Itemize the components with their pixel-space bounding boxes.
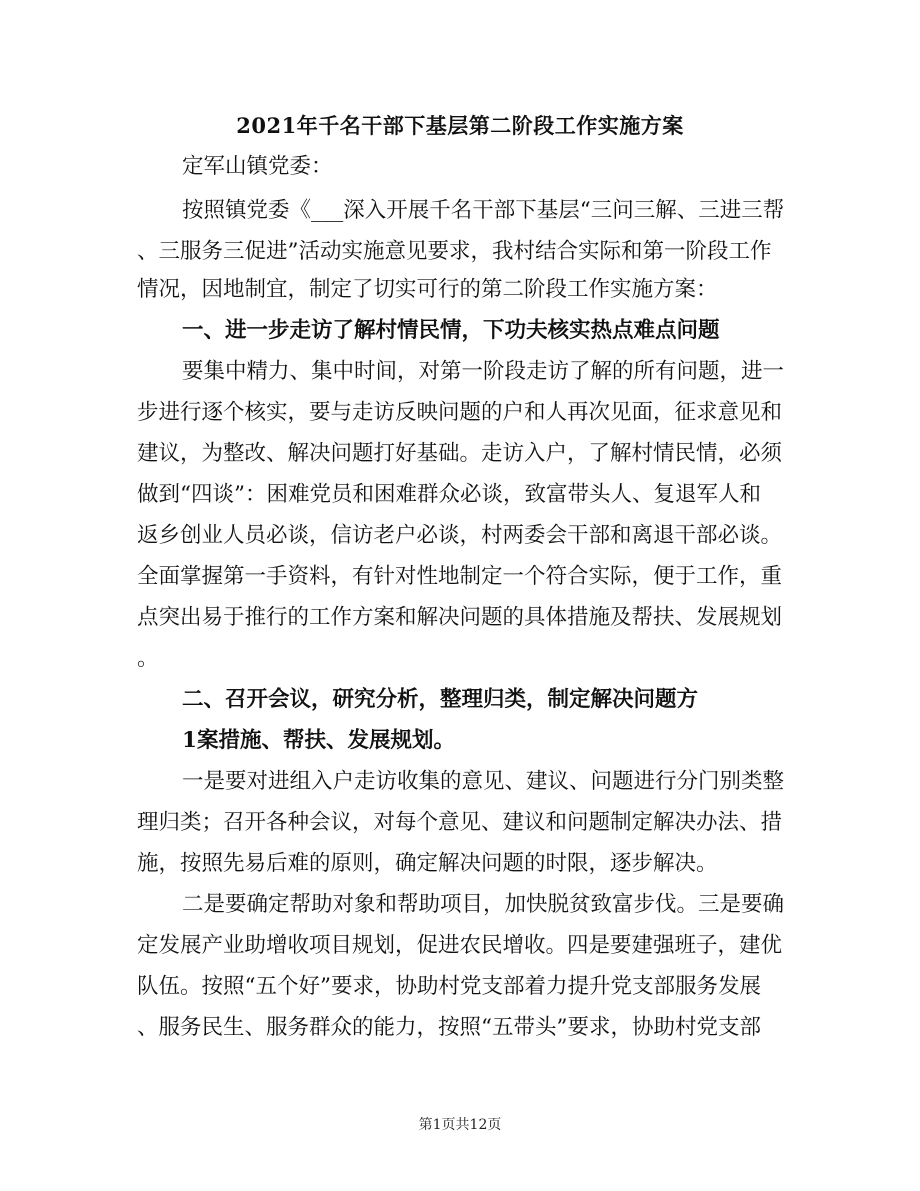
paragraph-line: 、三服务三促进”活动实施意见要求，我村结合实际和第一阶段工作 bbox=[137, 239, 772, 264]
paragraph-line: 全面掌握第一手资料，有针对性地制定一个符合实际，便于工作，重 bbox=[137, 564, 783, 589]
section-heading-2: 二、召开会议，研究分析，整理归类，制定解决问题方 bbox=[182, 687, 699, 712]
paragraph-line: 二是要确定帮助对象和帮助项目，加快脱贫致富步伐。三是要确 bbox=[182, 892, 785, 917]
paragraph-line: 做到“四谈”：困难党员和困难群众必谈，致富带头人、复退军人和 bbox=[137, 482, 761, 507]
paragraph-line: 定发展产业助增收项目规划，促进农民增收。四是要建强班子，建优 bbox=[137, 933, 783, 958]
paragraph-line: 建议，为整改、解决问题打好基础。走访入户，了解村情民情，必须 bbox=[137, 441, 783, 466]
salutation-line: 定军山镇党委： bbox=[182, 154, 333, 179]
paragraph-line: 施，按照先易后难的原则，确定解决问题的时限，逐步解决。 bbox=[137, 851, 718, 876]
paragraph-line: 。 bbox=[137, 646, 159, 671]
paragraph-line: 要集中精力、集中时间，对第一阶段走访了解的所有问题，进一 bbox=[182, 359, 785, 384]
paragraph-line: 情况，因地制宜，制定了切实可行的第二阶段工作实施方案： bbox=[137, 277, 718, 302]
page-number: 第1页共12页 bbox=[418, 1117, 502, 1133]
document-title: 2021年千名干部下基层第二阶段工作实施方案 bbox=[236, 113, 684, 138]
paragraph-line: 队伍。按照“五个好”要求，协助村党支部着力提升党支部服务发展 bbox=[137, 974, 761, 999]
paragraph-line: 点突出易于推行的工作方案和解决问题的具体措施及帮扶、发展规划 bbox=[137, 605, 783, 630]
paragraph-line: 理归类；召开各种会议，对每个意见、建议和问题制定解决办法、措 bbox=[137, 810, 783, 835]
section-heading-2-continued: 1案措施、帮扶、发展规划。 bbox=[182, 728, 455, 753]
paragraph-line: 、服务民生、服务群众的能力，按照“五带头”要求，协助村党支部 bbox=[137, 1015, 761, 1040]
section-heading-1: 一、进一步走访了解村情民情，下功夫核实热点难点问题 bbox=[182, 318, 720, 343]
paragraph-line: 按照镇党委《___深入开展千名干部下基层“三问三解、三进三帮 bbox=[182, 198, 785, 223]
paragraph-line: 返乡创业人员必谈，信访老户必谈，村两委会干部和离退干部必谈。 bbox=[137, 523, 783, 548]
paragraph-line: 一是要对进组入户走访收集的意见、建议、问题进行分门别类整 bbox=[182, 769, 785, 794]
paragraph-line: 步进行逐个核实，要与走访反映问题的户和人再次见面，征求意见和 bbox=[137, 400, 783, 425]
